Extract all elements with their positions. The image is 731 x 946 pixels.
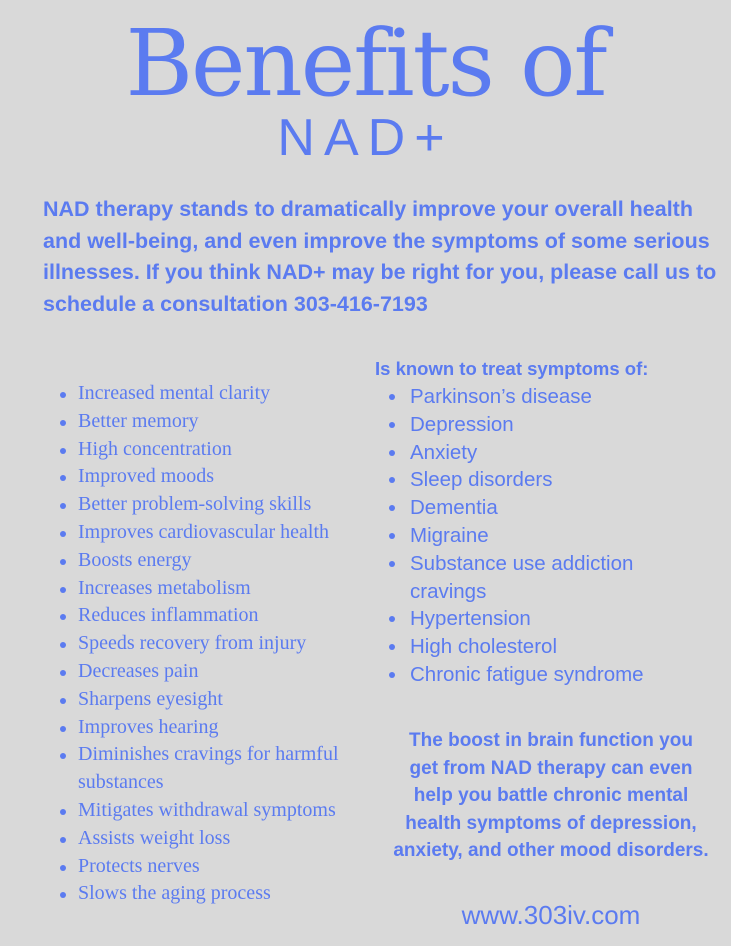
intro-paragraph: NAD therapy stands to dramatically improve your overall health and well-being, and even improve the symptoms of some serious illnesses. If you think NAD+ may be right for you, please call us to schedule a consultation 303-416-7193 [43,197,717,316]
benefit-item: Protects nerves [58,853,368,881]
symptom-item: Depression [388,411,708,439]
benefit-item: Decreases pain [58,658,368,686]
benefit-item: Better memory [58,408,368,436]
boost-paragraph: The boost in brain function you get from NAD therapy can even help you battle chronic mental health symptoms of depression, anxiety, and other mood disorders. [393,730,709,861]
benefit-item: Improves hearing [58,714,368,742]
benefit-item: Improved moods [58,463,368,491]
symptoms-list [388,383,708,689]
benefit-item: Increased mental clarity [58,380,368,408]
symptom-item: Chronic fatigue syndrome [388,661,708,689]
symptom-item: Sleep disorders [388,466,708,494]
symptom-item: High cholesterol [388,633,708,661]
benefit-item: Better problem-solving skills [58,491,368,519]
symptom-item: Parkinson’s disease [388,383,708,411]
symptom-item: Anxiety [388,439,708,467]
benefit-item: Boosts energy [58,547,368,575]
benefit-item: Speeds recovery from injury [58,630,368,658]
symptom-item: Dementia [388,494,708,522]
benefits-list [58,380,368,908]
benefit-item: Mitigates withdrawal symptoms [58,797,368,825]
benefit-item: Reduces inflammation [58,602,368,630]
benefit-item: Assists weight loss [58,825,368,853]
symptom-item: Hypertension [388,605,708,633]
benefit-item: High concentration [58,436,368,464]
benefit-item: Increases metabolism [58,575,368,603]
benefit-item: Improves cardiovascular health [58,519,368,547]
symptom-item: Migraine [388,522,708,550]
symptom-item: Substance use addiction cravings [388,550,708,606]
benefit-item: Sharpens eyesight [58,686,368,714]
page-title: Benefits of [125,10,606,117]
benefit-item: Slows the aging process [58,880,368,908]
website-url: www.303iv.com [461,900,641,930]
page-subtitle: NAD+ [277,109,454,167]
benefit-item: Diminishes cravings for harmful substances [58,741,368,797]
symptoms-heading: Is known to treat symptoms of: [375,358,649,379]
